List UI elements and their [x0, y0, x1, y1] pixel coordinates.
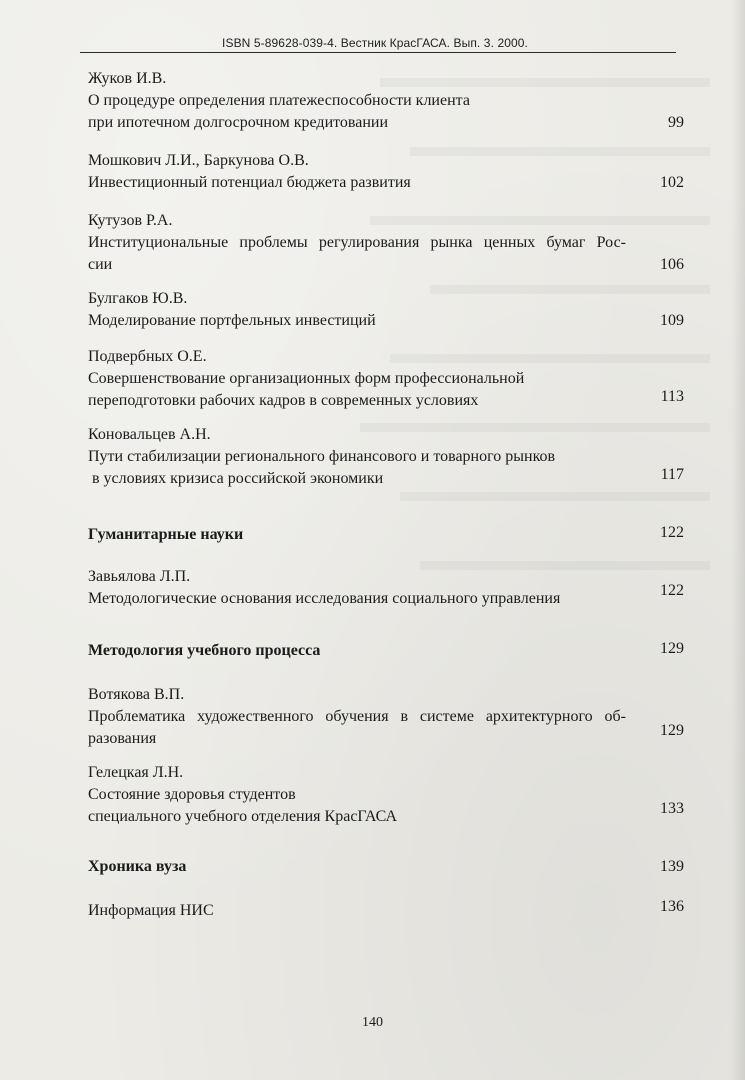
- entry-page-number: 99: [668, 114, 684, 131]
- entry-page-number: 136: [660, 898, 684, 915]
- entry-page-number: 102: [660, 174, 684, 191]
- entry-title-line: Совершенствование организационных форм профессиональной: [88, 370, 525, 387]
- entry-title-line: специального учебного отделения КрасГАСА: [88, 808, 398, 825]
- entry-page-number: 133: [660, 800, 684, 817]
- entry-title-line: О процедуре определения платежеспособности клиента: [88, 92, 470, 109]
- entry-author: Жуков И.В.: [88, 70, 167, 87]
- toc-entry: [88, 288, 684, 332]
- section-heading: Методология учебного процесса: [88, 642, 321, 659]
- section-heading: Хроника вуза: [88, 858, 187, 875]
- running-header: ISBN 5-89628-039-4. Вестник КрасГАСА. Вып. 3. 2000.: [222, 36, 528, 50]
- entry-title-line: Инвестиционный потенциал бюджета развития: [88, 174, 411, 191]
- entry-author: Кутузов Р.А.: [88, 212, 173, 229]
- toc-entry: [88, 684, 684, 750]
- toc-entry: [88, 210, 684, 276]
- entry-page-number: 129: [660, 722, 684, 739]
- entry-title-line: переподготовки рабочих кадров в современных условиях: [88, 392, 479, 409]
- section-heading: Гуманитарные науки: [88, 526, 244, 543]
- section-page-number: 122: [660, 524, 684, 541]
- entry-title-line: Информация НИС: [88, 902, 214, 919]
- entry-page-number: 117: [660, 466, 684, 483]
- entry-title-line: в условиях кризиса российской экономики: [88, 470, 384, 487]
- entry-author: Подвербных О.Е.: [88, 348, 207, 365]
- entry-author: Мошкович Л.И., Баркунова О.В.: [88, 152, 309, 169]
- entry-title-line: Проблематика художественного обучения в системе архитектурного об-: [88, 708, 626, 725]
- toc-entry: [88, 566, 684, 610]
- entry-title-line: Институциональные проблемы регулирования рынка ценных бумаг Рос-: [88, 234, 626, 251]
- entry-title-line: сии: [88, 256, 113, 273]
- entry-page-number: 106: [660, 256, 684, 273]
- entry-author: Вотякова В.П.: [88, 686, 185, 703]
- entry-title-line: Пути стабилизации регионального финансового и товарного рынков: [88, 448, 556, 465]
- entry-author: Гелецкая Л.Н.: [88, 764, 184, 781]
- section-page-number: 129: [660, 640, 684, 657]
- folio-page-number: 140: [362, 1015, 383, 1030]
- toc-entry: [88, 346, 684, 412]
- entry-author: Булгаков Ю.В.: [88, 290, 188, 307]
- entry-page-number: 122: [660, 582, 684, 599]
- entry-title-line: Моделирование портфельных инвестиций: [88, 312, 376, 329]
- entry-title-line: разования: [88, 730, 157, 747]
- entry-title-line: Методологические основания исследования социального управления: [88, 590, 561, 607]
- entry-title-line: при ипотечном долгосрочном кредитовании: [88, 114, 389, 131]
- toc-entry: [88, 762, 684, 828]
- entry-page-number: 113: [660, 388, 684, 405]
- page-edge-shadow: [731, 0, 745, 1080]
- entry-page-number: 109: [660, 312, 684, 329]
- entry-title-line: Состояние здоровья студентов: [88, 786, 296, 803]
- section-page-number: 139: [660, 858, 684, 875]
- toc-entry: [88, 900, 684, 922]
- header-rule: [80, 52, 676, 53]
- toc-entry: [88, 150, 684, 194]
- toc-entry: [88, 68, 684, 134]
- entry-author: Завьялова Л.П.: [88, 568, 191, 585]
- toc-entry: [88, 424, 684, 490]
- entry-author: Коновальцев А.Н.: [88, 426, 211, 443]
